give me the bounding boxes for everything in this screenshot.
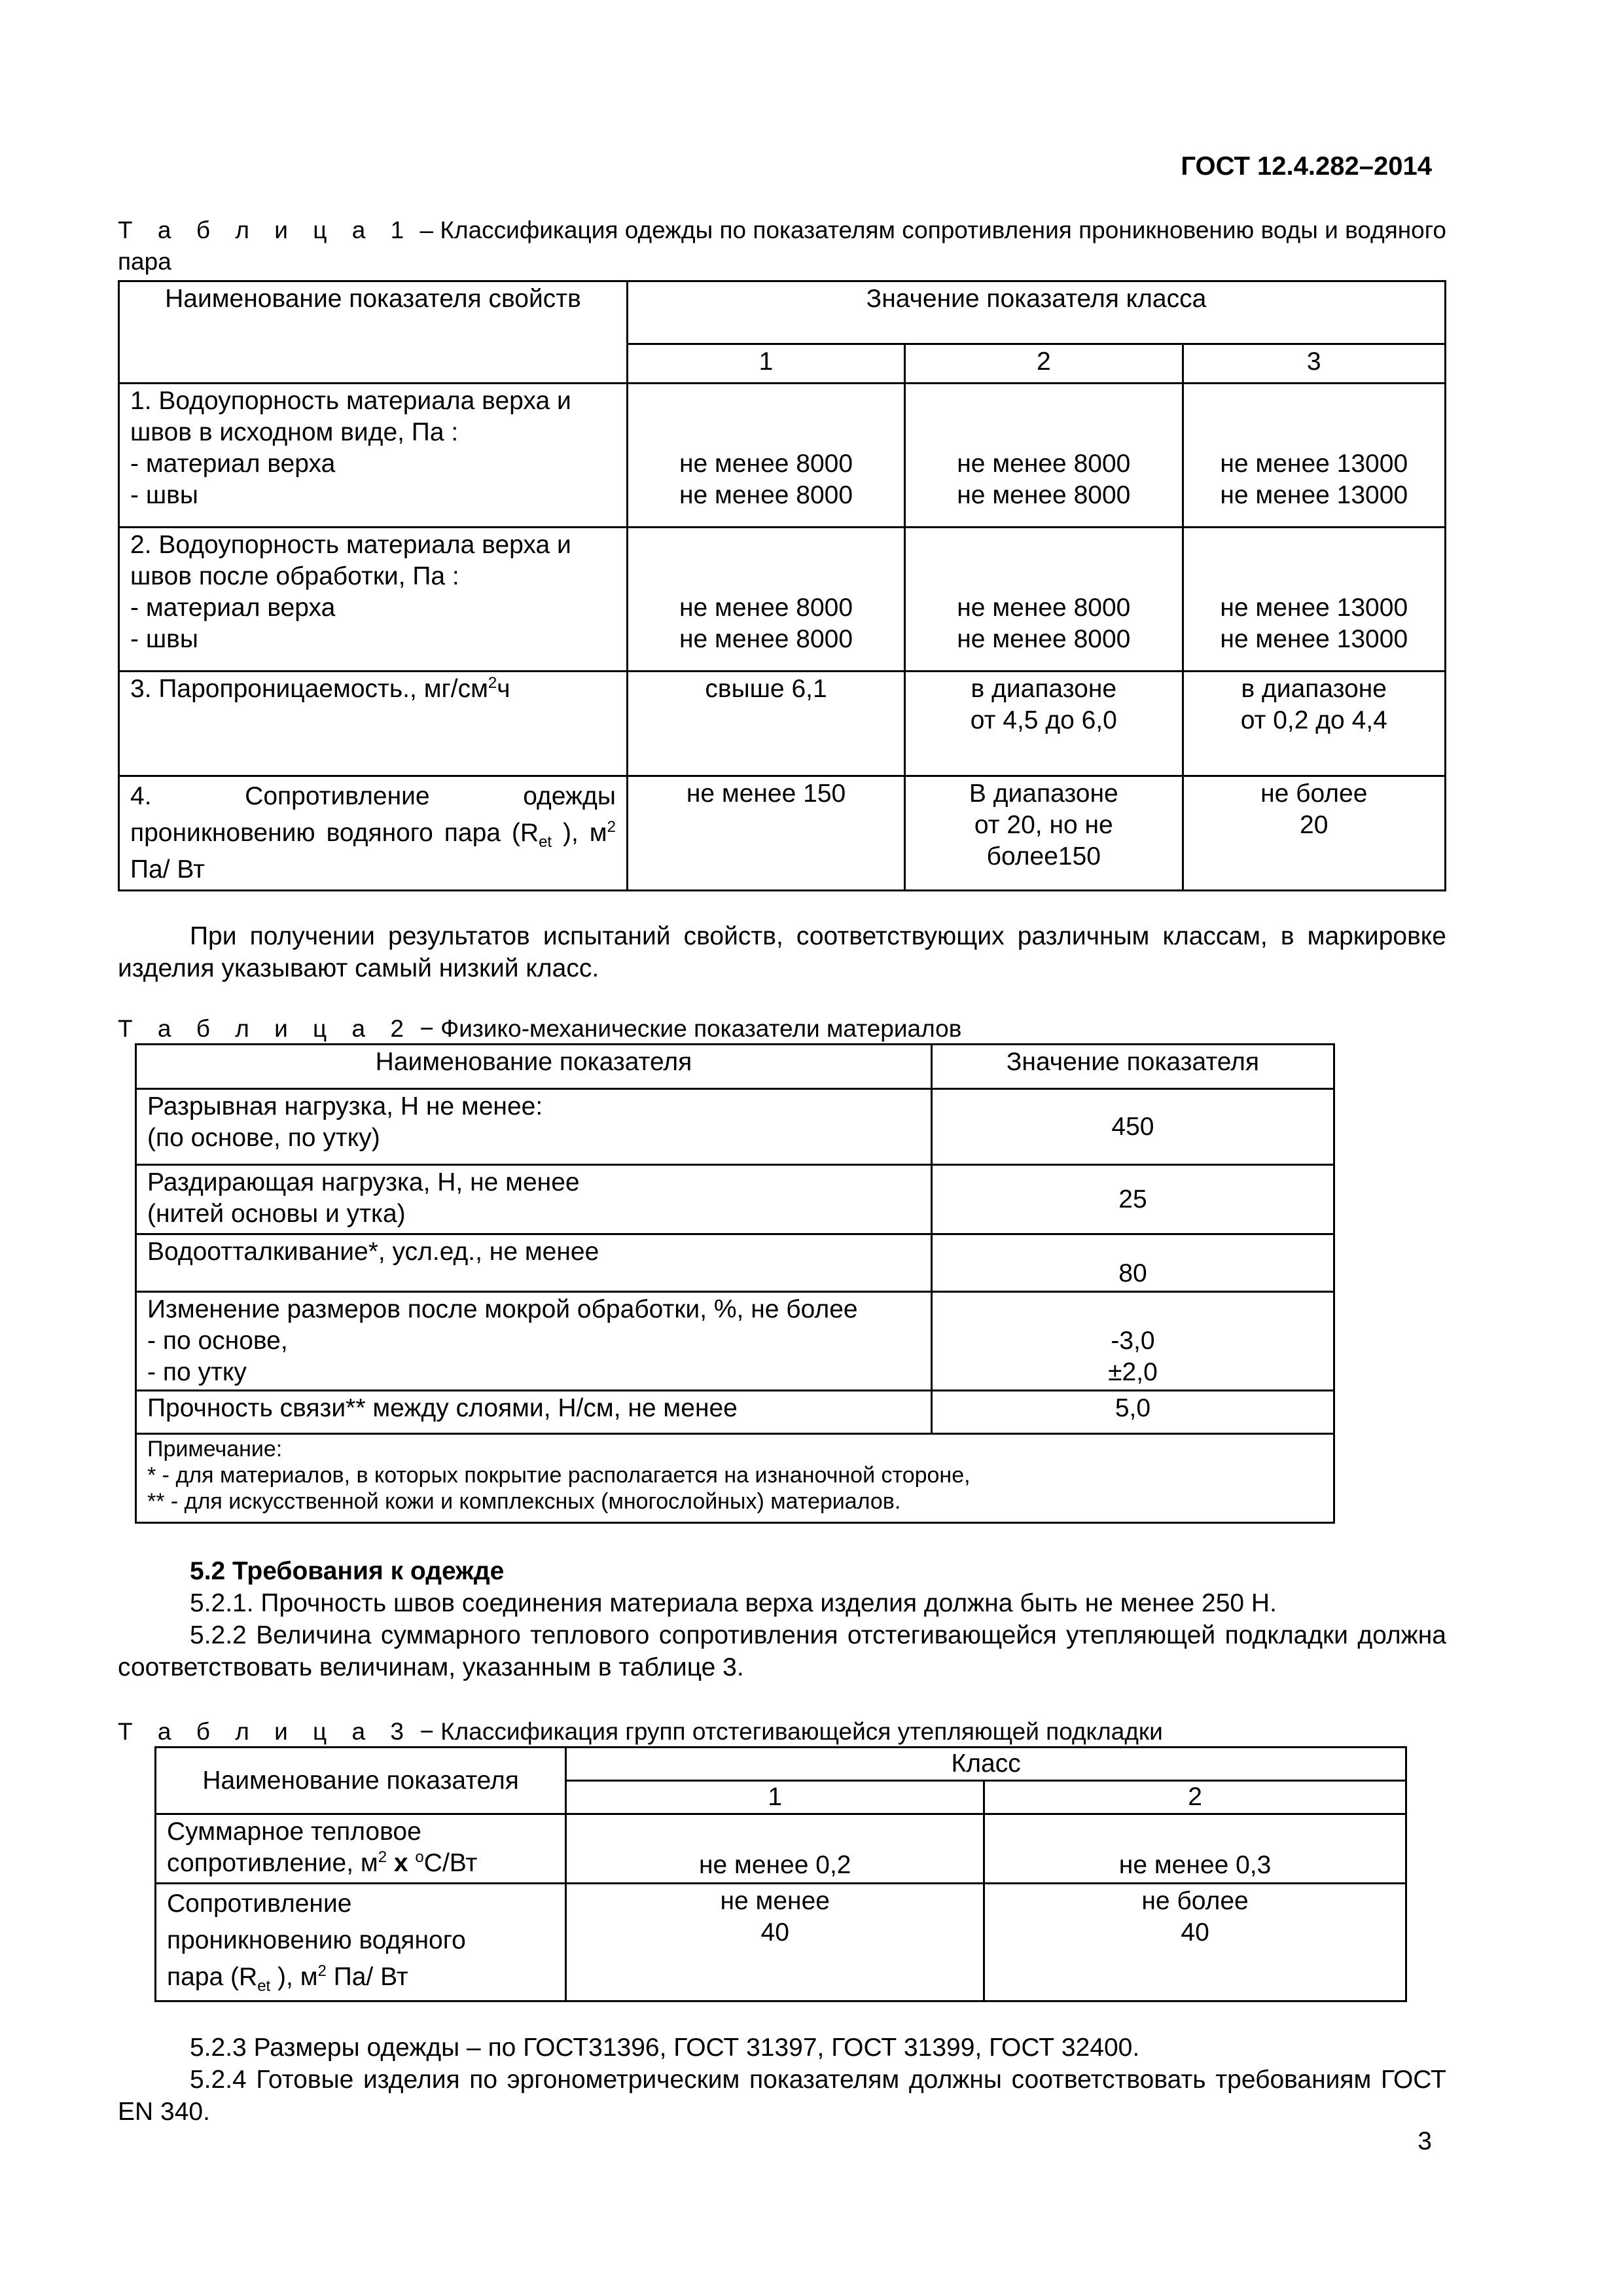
table1-cell-value: не менее 8000 — [957, 594, 1131, 622]
table3-row2-class2 — [984, 1884, 1406, 2001]
table3-row1-class1: не менее 0,2 — [566, 1814, 984, 1884]
table3-row1-name-line — [167, 1848, 554, 1879]
table1-row2-name-line: швов после обработки, Па : — [130, 562, 459, 590]
table3-class-2: 2 — [984, 1781, 1406, 1814]
table1-cell-value: более150 — [986, 842, 1101, 870]
table2-head-name: Наименование показателя — [136, 1045, 932, 1089]
superscript: 2 — [317, 1962, 327, 1980]
name-text: пара (R — [167, 1963, 258, 1991]
standard-header: ГОСТ 12.4.282–2014 — [1181, 152, 1432, 181]
page-number: 3 — [1418, 2127, 1432, 2155]
table1-cell-value: не менее 8000 — [679, 481, 853, 509]
table3-row1-name-line: Суммарное тепловое — [167, 1818, 421, 1846]
table3 — [154, 1746, 1407, 2002]
table2-row-value: 80 — [931, 1234, 1334, 1292]
table1-cell-value: 20 — [1300, 811, 1329, 839]
table2-row-value: 25 — [931, 1165, 1334, 1234]
table1-cell-value: не более — [1260, 780, 1368, 808]
name-text: С/Вт — [423, 1849, 478, 1877]
table1-cell-value: не менее 13000 — [1220, 450, 1408, 478]
table3-class-1: 1 — [566, 1781, 984, 1814]
table1-cell-value: не менее 8000 — [679, 594, 853, 622]
table1-caption-text: – Классификация одежды по показателям сопротивления проникновению воды и водяного пара — [118, 217, 1446, 275]
table1-row1-name-line: 1. Водоупорность материала верха и — [130, 387, 571, 415]
table1-cell-value: от 0,2 до 4,4 — [1240, 706, 1387, 734]
table3-row2-name-line: Сопротивление — [167, 1890, 352, 1918]
table3-row2-name-line — [167, 1959, 554, 1996]
table1-row3-name-text: ч — [497, 675, 510, 703]
table1-row4-name-text: 4. Сопротивление одежды проникновению водяного пара (R — [130, 782, 616, 847]
table1-row3-class1: свыше 6,1 — [627, 672, 904, 776]
table2-note-line: ** - для искусственной кожи и комплексных (многослойных) материалов. — [147, 1489, 901, 1514]
table1-row4-unit: м — [589, 819, 607, 847]
table2-row-name: Водоотталкивание*, усл.ед., не менее — [136, 1234, 932, 1292]
table2-note — [136, 1434, 1334, 1523]
table1-row2-class3 — [1183, 528, 1446, 672]
superscript: o — [415, 1848, 424, 1866]
subscript: et — [257, 1977, 271, 1995]
table2-row-name — [136, 1165, 932, 1234]
table1-row4-class2 — [905, 776, 1183, 891]
superscript: 2 — [378, 1848, 387, 1866]
table1-class-2: 2 — [905, 344, 1183, 384]
table1-cell-value: В диапазоне — [969, 780, 1118, 808]
name-text: сопротивление, м — [167, 1849, 378, 1877]
table2-row-name-line: - по основе, — [147, 1327, 288, 1355]
table2-row-name — [136, 1089, 932, 1165]
table3-head-class: Класс — [566, 1748, 1406, 1781]
table2-caption — [118, 1013, 1446, 1045]
section-5-2 — [118, 1555, 1446, 1683]
table1-head-name: Наименование показателя свойств — [119, 281, 628, 384]
table2-row-value-line: -3,0 — [1111, 1327, 1155, 1355]
table1-row1-class1 — [627, 384, 904, 528]
table1-row3-class2 — [905, 672, 1183, 776]
table2-row5-value: 5,0 — [931, 1391, 1334, 1434]
table3-caption-text: − Классификация групп отстегивающейся утепляющей подкладки — [412, 1718, 1163, 1745]
table2-row-name-line: Разрывная нагрузка, Н не менее: — [147, 1092, 543, 1121]
table1-cell-value: от 4,5 до 6,0 — [970, 706, 1117, 734]
table1-cell-value: не менее 13000 — [1220, 594, 1408, 622]
table3-cell-value: не более — [1141, 1887, 1249, 1915]
table1-class-3: 3 — [1183, 344, 1446, 384]
table2-row4-value — [931, 1292, 1334, 1391]
table2-row-name-line: - по утку — [147, 1358, 247, 1386]
table1-row4-name — [119, 776, 628, 891]
table3-cell-value: 40 — [760, 1918, 789, 1946]
table2-label: Т а б л и ц а 2 — [118, 1015, 413, 1042]
table1-caption — [118, 215, 1446, 278]
table2-caption-text: − Физико-механические показатели материалов — [412, 1015, 962, 1042]
section-title: 5.2 Требования к одежде — [190, 1557, 505, 1585]
table1-cell-value: в диапазоне — [1241, 675, 1387, 703]
table1-class-1: 1 — [627, 344, 904, 384]
paragraph-text: 5.2.3 Размеры одежды – по ГОСТ31396, ГОСТ 31397, ГОСТ 31399, ГОСТ 32400. — [190, 2034, 1140, 2062]
superscript: 2 — [488, 674, 497, 692]
table3-cell-value: 40 — [1181, 1918, 1209, 1946]
name-text: ), м — [270, 1963, 318, 1991]
section-paragraph: 5.2.1. Прочность швов соединения материала верха изделия должна быть не менее 250 Н. — [190, 1589, 1277, 1617]
table1-row1-name-line: швов в исходном виде, Па : — [130, 418, 459, 446]
table3-row2-class1 — [566, 1884, 984, 2001]
table1-row2-class2 — [905, 528, 1183, 672]
table1-cell-value: не менее 13000 — [1220, 625, 1408, 653]
name-text: Па/ Вт — [326, 1963, 408, 1991]
table1-cell-value: не менее 8000 — [957, 625, 1131, 653]
table1-cell-value: не менее 8000 — [957, 481, 1131, 509]
table1-row2-name — [119, 528, 628, 672]
table3-row1-class2: не менее 0,3 — [984, 1814, 1406, 1884]
paragraph-lowest-class — [118, 920, 1446, 984]
section-paragraph: 5.2.2 Величина суммарного теплового сопротивления отстегивающейся утепляющей подкладки должна соответствовать величинам, указанным в таблице 3. — [118, 1621, 1446, 1681]
table1-row2-class1 — [627, 528, 904, 672]
table1-row4-name-text: ), — [552, 819, 579, 847]
table2-row-value: 450 — [931, 1089, 1334, 1165]
table2-note-line: * - для материалов, в которых покрытие располагается на изнаночной стороне, — [147, 1463, 971, 1488]
table1-cell-value: не менее 13000 — [1220, 481, 1408, 509]
table1-cell-value: не менее 8000 — [957, 450, 1131, 478]
table2-row-value-line: ±2,0 — [1108, 1358, 1158, 1386]
table1-label: Т а б л и ц а 1 — [118, 217, 414, 243]
table3-row2-name — [156, 1884, 566, 2001]
table2-head-value: Значение показателя — [931, 1045, 1334, 1089]
table2-note-title: Примечание: — [147, 1437, 283, 1462]
table1-row2-name-line: - швы — [130, 625, 198, 653]
table3-label: Т а б л и ц а 3 — [118, 1718, 413, 1745]
table3-head-name: Наименование показателя — [156, 1748, 566, 1814]
table1-row3-name-text: 3. Паропроницаемость., мг/см — [130, 675, 488, 703]
table1-row4-class3 — [1183, 776, 1446, 891]
paragraph-text: 5.2.4 Готовые изделия по эргонометрическим показателям должны соответствовать требованиям ГОСТ EN 340. — [118, 2066, 1446, 2126]
table2 — [135, 1043, 1335, 1524]
table1-head-value: Значение показателя класса — [627, 281, 1445, 344]
table1-row4-class1: не менее 150 — [627, 776, 904, 891]
table2-row-name-line: Раздирающая нагрузка, Н, не менее — [147, 1168, 580, 1196]
table1-row3-class3 — [1183, 672, 1446, 776]
table2-row-name-line: Изменение размеров после мокрой обработки, %, не более — [147, 1295, 858, 1323]
table1-row1-class3 — [1183, 384, 1446, 528]
paragraph-sizes — [118, 2032, 1446, 2128]
table1-cell-value: в диапазоне — [971, 675, 1117, 703]
superscript: 2 — [607, 818, 616, 836]
table1-row2-name-line: 2. Водоупорность материала верха и — [130, 531, 571, 559]
table1 — [118, 280, 1446, 891]
table1-row1-name-line: - материал верха — [130, 450, 336, 478]
table1-row1-name — [119, 384, 628, 528]
table3-cell-value: не менее — [720, 1887, 830, 1915]
table2-row5-name: Прочность связи** между слоями, Н/см, не менее — [136, 1391, 932, 1434]
table2-row4-name — [136, 1292, 932, 1391]
table1-row4-unit: Па/ Вт — [130, 855, 205, 884]
table2-row-name-line: (по основе, по утку) — [147, 1124, 380, 1152]
table1-row1-class2 — [905, 384, 1183, 528]
table1-row1-name-line: - швы — [130, 481, 198, 509]
table1-row3-name — [119, 672, 628, 776]
table3-row1-name — [156, 1814, 566, 1884]
table1-row2-name-line: - материал верха — [130, 594, 336, 622]
subscript: et — [539, 833, 552, 851]
table2-row-name-line: (нитей основы и утка) — [147, 1200, 406, 1228]
table3-row2-name-line: проникновению водяного — [167, 1926, 466, 1954]
table1-cell-value: от 20, но не — [974, 811, 1113, 839]
multiply-sign: x — [387, 1849, 416, 1877]
paragraph-text: При получении результатов испытаний свойств, соответствующих различным классам, в маркировке изделия указывают самый низкий класс. — [118, 922, 1446, 982]
table1-cell-value: не менее 8000 — [679, 625, 853, 653]
table3-caption — [118, 1716, 1446, 1748]
table1-cell-value: не менее 8000 — [679, 450, 853, 478]
